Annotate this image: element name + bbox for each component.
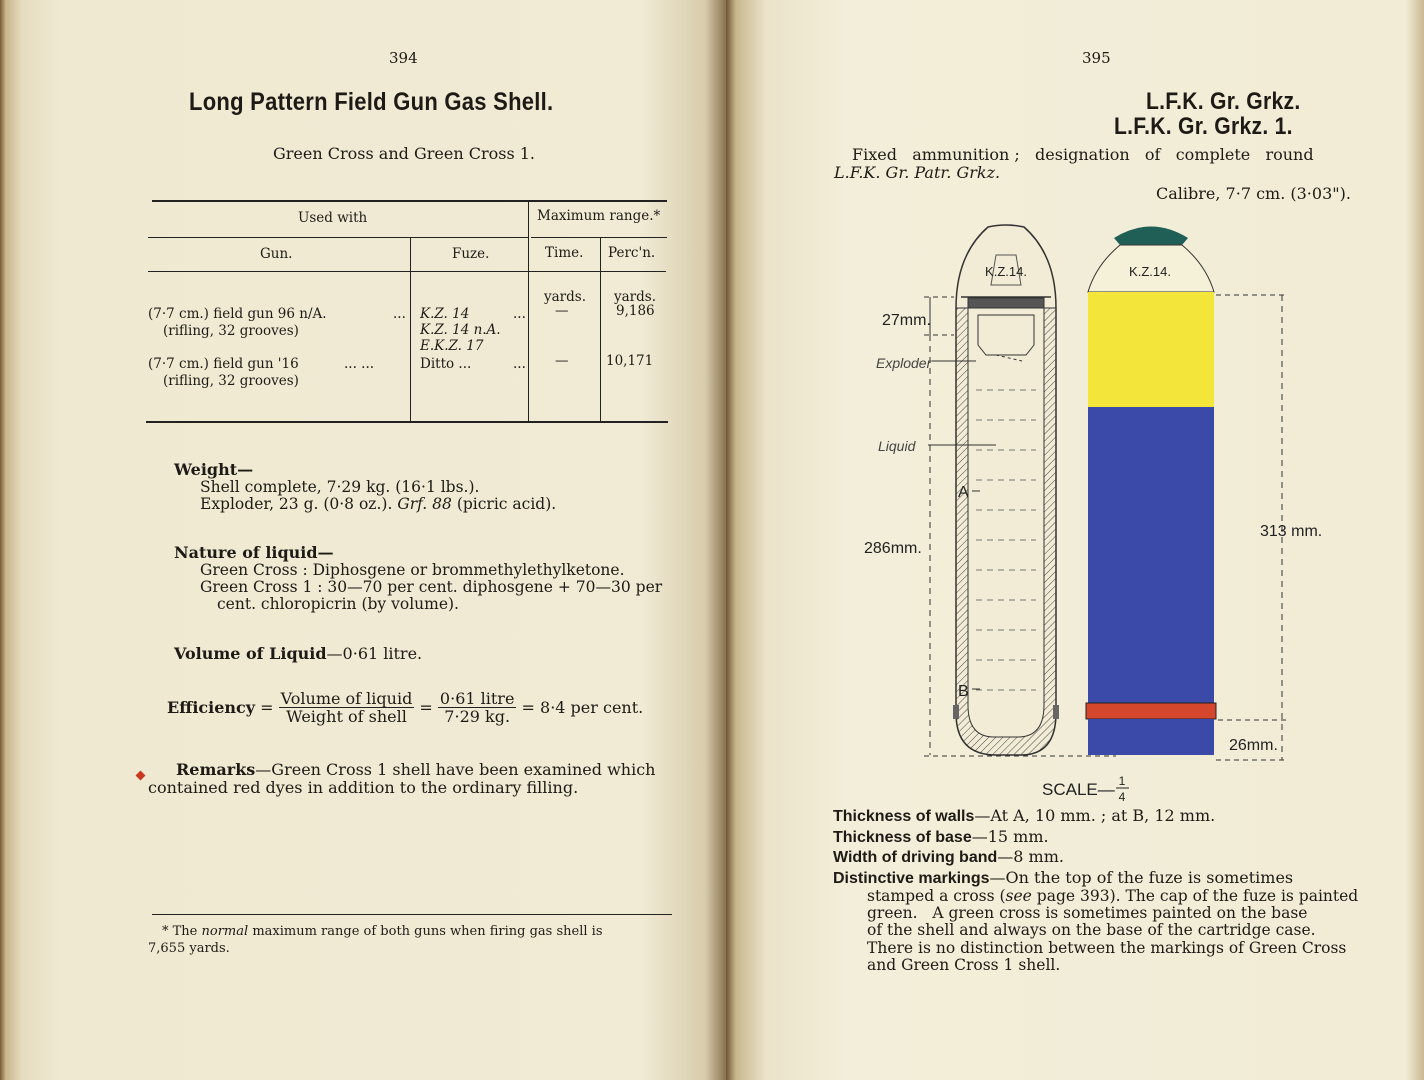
fuze-name: Ditto ... (420, 356, 472, 372)
scale-numerator: 1 (1118, 774, 1126, 788)
leader-dots: ... ... (344, 356, 375, 372)
perc-range: 9,186 (616, 303, 655, 319)
page-subtitle: Green Cross and Green Cross 1. (273, 144, 536, 163)
footnote: * The normal maximum range of both guns when firing gas shell is (162, 924, 603, 939)
intro-line: Fixed ammunition ; designation of complete round (852, 145, 1314, 164)
remarks-line: Remarks—Green Cross 1 shell have been examined which (176, 760, 656, 779)
shell-section (953, 225, 1059, 755)
perc-range: 10,171 (606, 353, 654, 369)
label-exploder: Exploder (876, 355, 932, 371)
markings-line: and Green Cross 1 shell. (867, 956, 1061, 974)
col-perc: Perc'n. (608, 245, 656, 261)
page-title: Long Pattern Field Gun Gas Shell. (189, 88, 554, 116)
blue-body (1088, 407, 1214, 703)
scale-label: SCALE— (1042, 780, 1115, 799)
volume-line: Volume of Liquid—0·61 litre. (174, 644, 423, 663)
fuze-name: K.Z. 14 n.A. (420, 322, 501, 338)
gun-name: (7·7 cm.) field gun '16 (148, 356, 299, 372)
weight-heading: Weight— (174, 460, 254, 479)
col-gun: Gun. (260, 246, 293, 262)
fuze-name: K.Z. 14 (420, 306, 470, 322)
right-page (726, 0, 1424, 1080)
col-fuze: Fuze. (452, 246, 490, 262)
leader-dots: ... (513, 306, 526, 322)
spec-markings: Distinctive markings—On the top of the fuze is sometimes (833, 868, 1294, 887)
unit-perc: yards. (614, 289, 656, 305)
dim-313: 313 mm. (1260, 523, 1323, 540)
label-liquid: Liquid (878, 438, 916, 454)
markings-line: There is no distinction between the markings of Green Cross (867, 939, 1347, 957)
header-used-with: Used with (298, 210, 368, 226)
dim-26: 26mm. (1229, 737, 1278, 754)
efficiency-formula: Efficiency = $\frac{\text{Volume of liquid}}{\text{Weight of shell}}$ = $\frac{\text{0·61 litre}}{7\cdot 29 kg.}$ = 8·4 per cent. (167, 689, 644, 726)
weight-exploder: Exploder, 23 g. (0·8 oz.). Grf. 88 (picric acid). (200, 495, 557, 513)
page-title: L.F.K. Gr. Grkz. (1146, 88, 1301, 115)
spec-band: Width of driving band—8 mm. (833, 847, 1064, 866)
gun-rifling: (rifling, 32 grooves) (163, 373, 299, 389)
fuze-name: E.K.Z. 17 (420, 338, 484, 354)
spec-base: Thickness of base—15 mm. (833, 827, 1049, 846)
scale-denominator: 4 (1118, 790, 1126, 804)
dim-27: 27mm. (882, 312, 931, 329)
unit-time: yards. (544, 289, 586, 305)
fuze-label: K.Z.14. (1129, 264, 1171, 279)
gun-rifling: (rifling, 32 grooves) (163, 323, 299, 339)
yellow-band (1088, 292, 1214, 407)
nature-line: Green Cross : Diphosgene or brommethylethylketone. (200, 561, 625, 579)
shell-diagram (846, 215, 1406, 805)
nature-line: Green Cross 1 : 30—70 per cent. diphosgene + 70—30 per (200, 578, 663, 596)
spec-walls: Thickness of walls—At A, 10 mm. ; at B, 12 mm. (833, 806, 1216, 825)
leader-dots: ... (393, 306, 406, 322)
intro-designation: L.F.K. Gr. Patr. Grkz. (834, 163, 1001, 182)
header-max-range: Maximum range.* (537, 208, 661, 224)
remarks-line: contained red dyes in addition to the ordinary filling. (148, 778, 579, 797)
red-mark (136, 771, 146, 781)
label-a: A (958, 484, 969, 501)
markings-line: stamped a cross (see page 393). The cap of the fuze is painted (867, 887, 1359, 905)
table-row (148, 306, 327, 322)
weight-shell: Shell complete, 7·29 kg. (16·1 lbs.). (200, 478, 480, 496)
page-number: 394 (389, 49, 418, 67)
nature-heading: Nature of liquid— (174, 543, 334, 562)
label-b: B (958, 683, 969, 700)
footnote-line: 7,655 yards. (148, 941, 230, 956)
time-range: — (555, 303, 569, 319)
markings-line: green. A green cross is sometimes painted on the base (867, 904, 1308, 922)
calibre: Calibre, 7·7 cm. (3·03"). (1156, 184, 1351, 203)
fuze-cap (1114, 227, 1188, 246)
gun-name: (7·7 cm.) field gun 96 n/A. (148, 306, 327, 322)
nature-line: cent. chloropicrin (by volume). (217, 595, 459, 613)
page-number: 395 (1082, 49, 1111, 67)
shell-colored (1086, 227, 1216, 756)
dim-286: 286mm. (864, 540, 922, 557)
leader-dots: ... (513, 356, 526, 372)
col-time: Time. (545, 245, 584, 261)
page-title-2: L.F.K. Gr. Grkz. 1. (1114, 113, 1293, 140)
blue-base (1088, 719, 1214, 755)
driving-band (1086, 703, 1216, 719)
markings-line: of the shell and always on the base of the cartridge case. (867, 921, 1316, 939)
time-range: — (555, 353, 569, 369)
fuze-label: K.Z.14. (985, 264, 1027, 279)
